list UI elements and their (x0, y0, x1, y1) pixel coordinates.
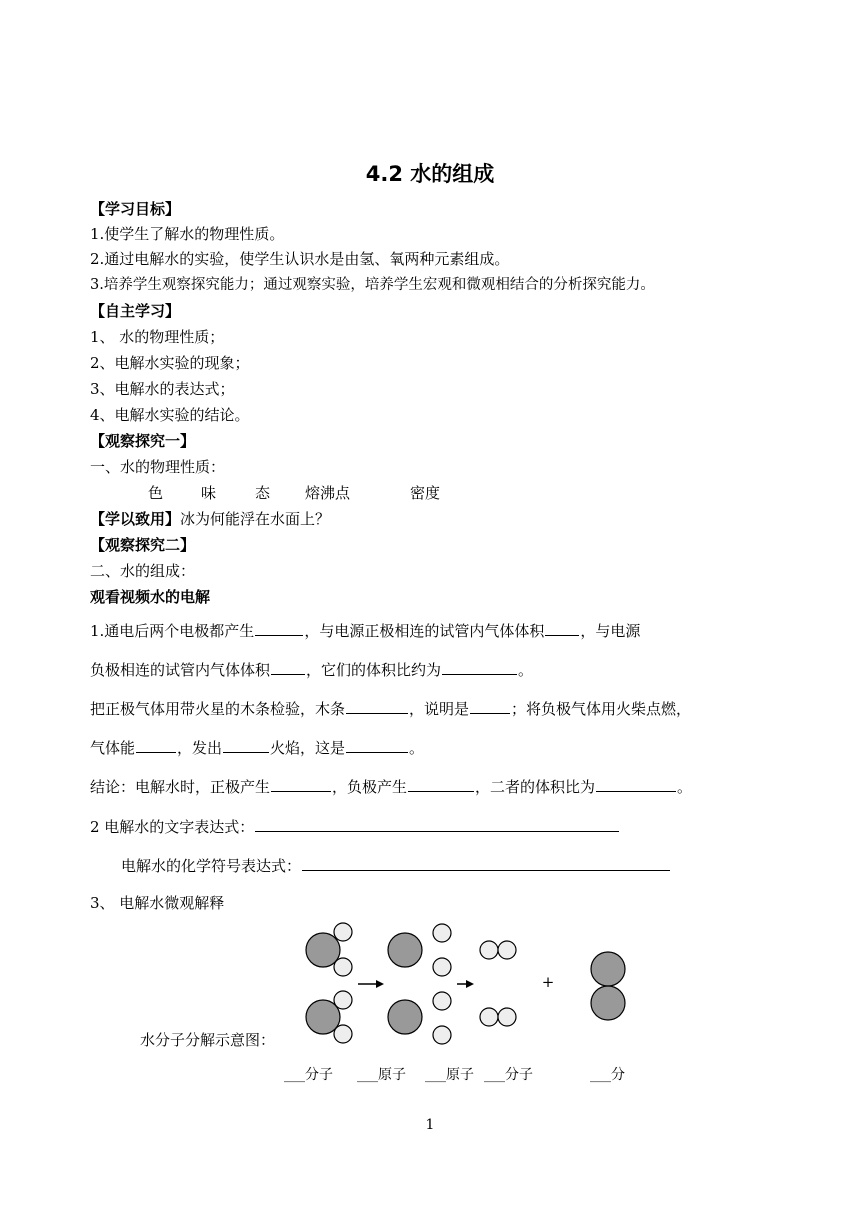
property-smell: 味 (201, 484, 217, 502)
answer-blank[interactable] (408, 776, 474, 792)
section-heading-goals: 【学习目标】 (90, 200, 181, 218)
video-heading: 观看视频水的电解 (90, 588, 211, 606)
answer-blank[interactable] (255, 620, 303, 636)
separated-atoms (388, 924, 451, 1044)
answer-blank[interactable] (596, 776, 676, 792)
diagram-label: ___分子 (484, 1067, 533, 1083)
self-study-item: 2、电解水实验的现象； (90, 354, 250, 372)
fill-line-4: 气体能 ，发出 火焰，这是 。 (90, 739, 425, 757)
diagram-label: ___分子 (284, 1067, 333, 1083)
answer-blank[interactable] (136, 737, 176, 753)
fill-line-1: 1.通电后两个电极都产生 ，与电源正极相连的试管内气体体积 ，与电源 (90, 622, 641, 640)
answer-blank[interactable] (346, 737, 408, 753)
goal-item: 2.通过电解水的实验，使学生认识水是由氢、氧两种元素组成。 (90, 250, 510, 268)
apply-heading: 【学以致用】 (90, 510, 181, 528)
diagram-label: ___原子 (425, 1067, 474, 1083)
answer-blank[interactable] (271, 776, 331, 792)
goal-item: 3.培养学生观察探究能力；通过观察实验，培养学生宏观和微观相结合的分析探究能力。 (90, 277, 655, 293)
apply-question (90, 509, 330, 529)
answer-blank[interactable] (271, 659, 305, 675)
symbol-equation-line: 电解水的化学符号表达式： (121, 855, 671, 876)
page-number: 1 (425, 1117, 435, 1133)
self-study-item: 4、电解水实验的结论。 (90, 406, 250, 424)
self-study-item: 3、电解水的表达式； (90, 380, 235, 398)
fill-line-3: 把正极气体用带火星的木条检验，木条 ，说明是 ；将负极气体用火柴点燃， (90, 700, 692, 718)
diagram-label: ___分 (590, 1067, 625, 1083)
water-molecule-2 (306, 991, 352, 1043)
section-heading-self-study: 【自主学习】 (90, 302, 181, 320)
diagram-label: ___原子 (357, 1067, 406, 1083)
hydrogen-molecule-2 (480, 1008, 516, 1026)
fill-line-conclusion: 结论：电解水时，正极产生 ，负极产生 ，二者的体积比为 。 (90, 778, 693, 796)
property-melting-boiling: 熔沸点 (305, 484, 351, 502)
property-list (0, 483, 860, 503)
property-color: 色 (148, 484, 164, 502)
goal-item: 1.使学生了解水的物理性质。 (90, 225, 285, 243)
micro-explanation-heading: 3、 电解水微观解释 (90, 894, 225, 912)
question-composition: 二、水的组成： (90, 562, 196, 580)
oxygen-molecule (591, 952, 625, 1020)
hydrogen-molecule-1 (480, 941, 516, 959)
answer-blank[interactable] (223, 737, 269, 753)
section-heading-observe-1: 【观察探究一】 (90, 432, 196, 450)
page-title: 4.2 水的组成 (365, 162, 495, 186)
plus-sign: + (541, 973, 555, 991)
section-heading-observe-2: 【观察探究二】 (90, 536, 196, 554)
question-physical-properties: 一、水的物理性质： (90, 458, 226, 476)
answer-blank[interactable] (545, 620, 579, 636)
word-equation-line: 2 电解水的文字表达式： (90, 816, 620, 837)
apply-text: 冰为何能浮在水面上？ (180, 510, 331, 528)
self-study-item: 1、 水的物理性质； (90, 328, 225, 346)
water-molecule-1 (306, 923, 352, 976)
property-density: 密度 (410, 484, 441, 502)
molecule-decomposition-diagram (300, 918, 640, 1048)
arrow-icon (457, 980, 474, 988)
answer-blank[interactable] (442, 659, 517, 675)
arrow-icon (358, 980, 384, 988)
answer-blank[interactable] (470, 698, 510, 714)
answer-blank[interactable] (346, 698, 408, 714)
answer-blank[interactable] (302, 855, 670, 871)
fill-line-2: 负极相连的试管内气体体积 ，它们的体积比约为 。 (90, 661, 534, 679)
diagram-caption: 水分子分解示意图： (140, 1031, 276, 1049)
answer-blank[interactable] (255, 816, 619, 832)
property-state: 态 (255, 484, 271, 502)
